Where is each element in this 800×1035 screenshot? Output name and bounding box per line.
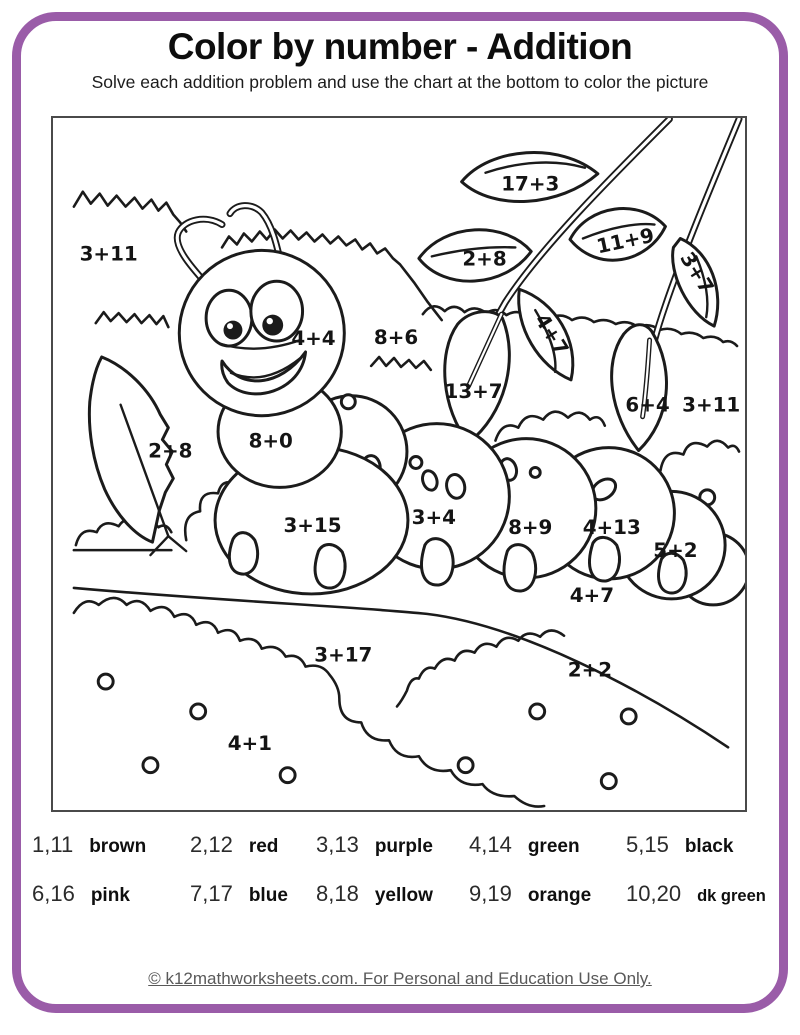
key-entry-pink [32,881,190,907]
key-entry-purple [316,832,469,858]
key-entry-brown [32,832,190,858]
math-problem: 6+4 [625,393,670,417]
math-problem: 2+8 [148,439,193,463]
key-color-name: red [248,836,279,857]
math-problem: 4+13 [582,516,641,540]
math-problem: 2+8 [462,247,507,271]
key-numbers: 10,20 [626,881,682,906]
header [0,26,800,93]
math-problem: 13+7 [444,379,503,403]
key-entry-orange [469,881,626,907]
math-problem: 2+2 [567,658,613,682]
math-problem: 3+11 [79,242,138,266]
key-entry-green [469,832,626,858]
key-color-name: green [527,836,580,857]
math-problem: 3+11 [682,393,741,417]
key-numbers: 9,19 [469,881,512,906]
copyright-footer: © k12mathworksheets.com. For Personal and Education Use Only. [148,969,652,988]
key-entry-blue [190,881,316,907]
key-color-name: orange [527,885,592,906]
math-problem: 4+4 [291,327,336,351]
key-color-name: blue [248,885,288,906]
leaf-6-4 [612,325,670,451]
key-entry-yellow [316,881,469,907]
math-problem: 3+7 [675,247,719,298]
key-entry-dk-green [626,881,766,907]
page-title: Color by number - Addition [167,26,633,67]
key-color-name: purple [374,836,433,857]
key-color-name: brown [89,836,147,857]
key-numbers: 3,13 [316,832,359,857]
page-instructions: Solve each addition problem and use the chart at the bottom to color the picture [91,72,709,92]
caterpillar-line-art [53,118,745,810]
math-problem: 8+0 [248,429,293,453]
key-entry-black [626,832,752,858]
color-key-row-2 [32,881,766,930]
math-problem: 4+7 [569,583,615,607]
math-problem: 11+9 [594,223,657,259]
key-entry-red [190,832,316,858]
color-key-row-1 [32,832,752,881]
math-problem: 5+2 [653,539,698,563]
key-color-name: yellow [374,885,433,906]
key-numbers: 8,18 [316,881,359,906]
math-problem: 4+7 [530,309,574,360]
math-problem: 3+17 [314,643,373,667]
math-problem: 8+6 [373,326,419,350]
key-numbers: 7,17 [190,881,233,906]
leaf-13-7 [445,312,510,443]
coloring-picture-frame [51,116,747,812]
key-numbers: 6,16 [32,881,75,906]
math-problem: 17+3 [501,172,560,196]
math-problem: 4+1 [227,732,273,756]
key-numbers: 4,14 [469,832,512,857]
math-problem: 8+9 [508,516,553,540]
key-numbers: 5,15 [626,832,669,857]
key-numbers: 1,11 [32,832,74,857]
key-color-name: pink [90,885,130,906]
math-problem: 3+15 [283,514,342,538]
key-numbers: 2,12 [190,832,233,857]
key-color-name: black [684,836,734,857]
key-color-name: dk green [697,887,766,905]
math-problem: 3+4 [411,506,456,530]
branch-leaves [419,152,718,450]
color-key [32,832,766,930]
